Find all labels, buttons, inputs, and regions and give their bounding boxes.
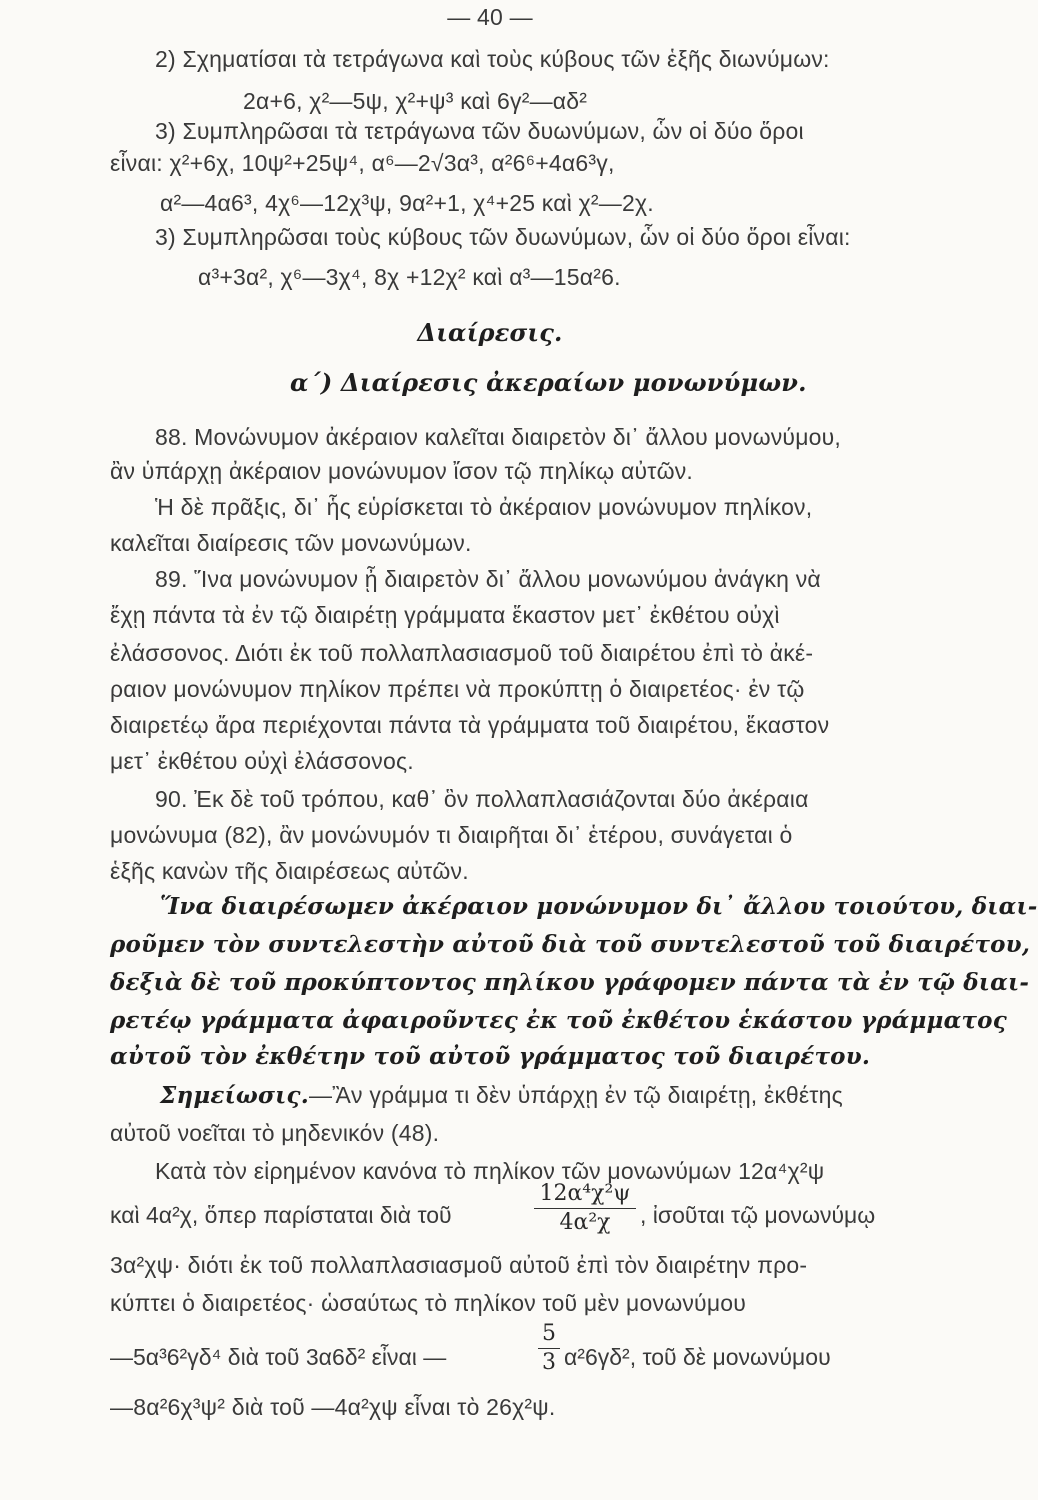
fraction-numerator: 12α⁴χ²ψ — [539, 1181, 631, 1206]
example-line: α²6γδ², τοῦ δὲ μονωνύμου — [564, 1344, 831, 1370]
fraction — [536, 1320, 562, 1377]
paragraph-line: ραιον μονώνυμον πηλίκον πρέπει νὰ προκύπτῃ ὁ διαιρετέος· ἐν τῷ — [110, 676, 805, 702]
example-line: Κατὰ τὸν εἰρημένον κανόνα τὸ πηλίκον τῶν μονωνύμων 12α⁴χ²ψ — [155, 1158, 825, 1184]
section-subtitle: α΄) Διαίρεσις ἀκεραίων μονωνύμων. — [290, 368, 807, 397]
exercise-line: α²—4α6³, 4χ⁶—12χ³ψ, 9α²+1, χ⁴+25 καὶ χ²—2χ. — [160, 190, 654, 216]
paragraph-line: Ἡ δὲ πρᾶξις, δι᾽ ἧς εὑρίσκεται τὸ ἀκέραιον μονώνυμον πηλίκον, — [155, 494, 813, 520]
rule-line: δεξιὰ δὲ τοῦ προκύπτοντος πηλίκου γράφομεν πάντα τὰ ἐν τῷ διαι- — [110, 969, 1030, 996]
paragraph-line: διαιρετέῳ ἄρα περιέχονται πάντα τὰ γράμματα τοῦ διαιρέτου, ἕκαστον — [110, 712, 830, 738]
example-line: κύπτει ὁ διαιρετέος· ὡσαύτως τὸ πηλίκον τοῦ μὲν μονωνύμου — [110, 1290, 747, 1316]
example-line: , ἰσοῦται τῷ μονωνύμῳ — [640, 1202, 876, 1228]
paragraph-line: ἑξῆς κανὼν τῆς διαιρέσεως αὐτῶν. — [110, 858, 469, 884]
rule-line: Ἵνα διαιρέσωμεν ἀκέραιον μονώνυμον δι᾽ ἄλλου τοιούτου, διαι- — [160, 893, 1038, 920]
example-line: 3α²χψ· διότι ἐκ τοῦ πολλαπλασιασμοῦ αὐτοῦ ἐπὶ τὸν διαιρέτην προ- — [110, 1252, 808, 1278]
note-line — [160, 1080, 910, 1111]
paragraph-line: μονώνυμα (82), ἂν μονώνυμόν τι διαιρῆται δι᾽ ἑτέρου, συνάγεται ὁ — [110, 822, 793, 848]
note-label: Σημείωσις. — [160, 1082, 309, 1109]
exercise-line: 2α+6, χ²—5ψ, χ²+ψ³ καὶ 6γ²—αδ² — [243, 88, 588, 114]
rule-line: αὐτοῦ τὸν ἐκθέτην τοῦ αὐτοῦ γράμματος τοῦ διαιρέτου. — [110, 1043, 871, 1070]
rule-line: ρετέῳ γράμματα ἀφαιροῦντες ἐκ τοῦ ἐκθέτου ἑκάστου γράμματος — [110, 1007, 1007, 1034]
exercise-line: εἶναι: χ²+6χ, 10ψ²+25ψ⁴, α⁶—2√3α³, α²6⁶+4α6³γ, — [110, 150, 615, 176]
exercise-line: 3) Συμπληρῶσαι τὰ τετράγωνα τῶν δυωνύμων, ὧν οἱ δύο ὅροι — [155, 118, 804, 144]
paragraph-line: 88. Μονώνυμον ἀκέραιον καλεῖται διαιρετὸν δι᾽ ἄλλου μονωνύμου, — [155, 424, 842, 450]
note-line: αὐτοῦ νοεῖται τὸ μηδενικόν (48). — [110, 1120, 440, 1146]
fraction-denominator: 3 — [542, 1350, 556, 1375]
paragraph-line: καλεῖται διαίρεσις τῶν μονωνύμων. — [110, 530, 472, 556]
section-title: Διαίρεσις. — [417, 318, 563, 347]
rule-line: ροῦμεν τὸν συντελεστὴν αὐτοῦ διὰ τοῦ συντελεστοῦ τοῦ διαιρέτου, — [110, 931, 1031, 958]
example-line: —5α³6²γδ⁴ διὰ τοῦ 3α6δ² εἶναι — — [110, 1344, 447, 1370]
paragraph-line: μετ᾽ ἐκθέτου οὐχὶ ἐλάσσονος. — [110, 748, 414, 774]
fraction — [532, 1180, 638, 1237]
paragraph-line: 90. Ἐκ δὲ τοῦ τρόπου, καθ᾽ ὃν πολλαπλασιάζονται δύο ἀκέραια — [155, 786, 809, 812]
note-text: —Ἂν γράμμα τι δὲν ὑπάρχῃ ἐν τῷ διαιρέτῃ, ἐκθέτης — [308, 1082, 843, 1108]
paragraph-line: ἐλάσσονος. Διότι ἐκ τοῦ πολλαπλασιασμοῦ τοῦ διαιρέτου ἐπὶ τὸ ἀκέ- — [110, 640, 814, 666]
paragraph-line: ἂν ὑπάρχῃ ἀκέραιον μονώνυμον ἴσον τῷ πηλίκῳ αὐτῶν. — [110, 458, 694, 484]
page-number: — 40 — — [447, 4, 533, 30]
exercise-line: 2) Σχηματίσαι τὰ τετράγωνα καὶ τοὺς κύβους τῶν ἑξῆς διωνύμων: — [155, 46, 830, 72]
example-line: —8α²6χ³ψ² διὰ τοῦ —4α²χψ εἶναι τὸ 26χ²ψ. — [110, 1394, 556, 1420]
exercise-line: 3) Συμπληρῶσαι τοὺς κύβους τῶν δυωνύμων, ὧν οἱ δύο ὅροι εἶναι: — [155, 224, 851, 250]
paragraph-line: ἔχῃ πάντα τὰ ἐν τῷ διαιρέτῃ γράμματα ἕκαστον μετ᾽ ἐκθέτου οὐχὶ — [110, 602, 780, 628]
paragraph-line: 89. Ἵνα μονώνυμον ᾖ διαιρετὸν δι᾽ ἄλλου μονωνύμου ἀνάγκη νὰ — [155, 566, 821, 592]
fraction-numerator: 5 — [542, 1321, 556, 1346]
exercise-line: α³+3α², χ⁶—3χ⁴, 8χ +12χ² καὶ α³—15α²6. — [198, 264, 621, 290]
example-line: καὶ 4α²χ, ὅπερ παρίσταται διὰ τοῦ — [110, 1202, 452, 1228]
fraction-denominator: 4α²χ — [559, 1210, 611, 1235]
